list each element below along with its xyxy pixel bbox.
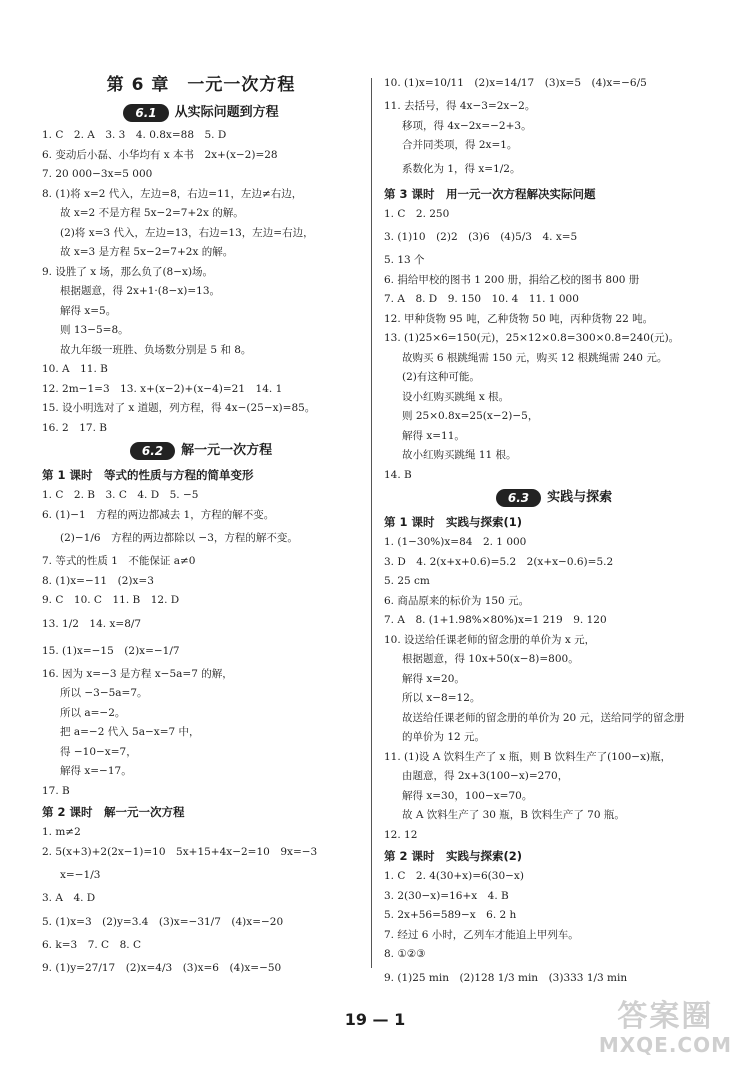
answer-line: 解得 x=11。 [402,429,465,442]
answer-line: 移项，得 4x−2x=−2+3。 [402,119,532,132]
answer-line: (2)−1/6 方程的两边都除以 −3，方程的解不变。 [60,532,298,544]
answer-line: 15. (1)x=−15 (2)x=−1/7 [42,644,180,657]
answer-line: 1. C 2. 250 [384,207,450,220]
answer-line: 6. 商品原来的标价为 150 元。 [384,594,530,607]
answer-line: 13. 1/2 14. x=8/7 [42,617,142,630]
answer-line: x=−1/3 [60,869,101,881]
answer-line: 5. 2x+56=589−x 6. 2 h [384,909,517,921]
answer-line: 5. 25 cm [384,575,430,587]
watermark-logo [599,1001,732,1057]
left-column [42,70,360,982]
answer-line: 7. 20 000−3x=5 000 [42,168,153,180]
section-badge: 6.3 [496,489,541,507]
answer-line: 8. ①②③ [384,948,426,960]
answer-line: 7. 等式的性质 1 不能保证 a≠0 [42,555,196,567]
answer-line: 1. C 2. B 3. C 4. D 5. −5 [42,489,199,501]
answer-line: (2)将 x=3 代入，左边=13，右边=13，左边=右边， [60,226,314,239]
answer-line: 13. (1)25×6=150(元)，25×12×0.8=300×0.8=240(元)。 [384,332,680,344]
answer-line: 10. (1)x=10/11 (2)x=14/17 (3)x=5 (4)x=−6/5 [384,77,647,89]
answer-line: 解得 x=5。 [60,304,117,317]
lesson-heading: 第 1 课时 等式的性质与方程的简单变形 [42,468,254,482]
answer-line: 8. (1)将 x=2 代入，左边=8，右边=11，左边≠右边， [42,187,303,200]
answer-line: 故 A 饮料生产了 30 瓶，B 饮料生产了 70 瓶。 [402,809,625,821]
answer-line: 系数化为 1，得 x=1/2。 [402,162,521,175]
answer-line: 由题意，得 2x+3(100−x)=270， [402,770,569,782]
answer-line: 解得 x=20。 [402,672,465,685]
answer-line: 解得 x=30，100−x=70。 [402,789,533,802]
answer-line: 设小红购买跳绳 x 根。 [402,390,510,403]
answer-line: 解得 x=−17。 [60,765,132,777]
section-title: 从实际问题到方程 [174,105,279,120]
answer-line: 故 x=2 不是方程 5x−2=7+2x 的解。 [60,207,244,219]
lesson-heading: 第 2 课时 解一元一次方程 [42,805,185,819]
answer-line: 5. (1)x=3 (2)y=3.4 (3)x=−31/7 (4)x=−20 [42,915,284,928]
answer-line: 合并同类项，得 2x=1。 [402,139,518,151]
lesson-heading: 第 1 课时 实践与探索(1) [384,515,523,529]
answer-line: 12. 2m−1=3 13. x+(x−2)+(x−4)=21 14. 1 [42,382,283,395]
answer-line: 11. 去括号，得 4x−3=2x−2。 [384,100,536,112]
page-number: 19 — 1 [344,1010,406,1029]
lesson-heading: 第 2 课时 实践与探索(2) [384,849,523,863]
answer-line: 6. (1)−1 方程的两边都减去 1，方程的解不变。 [42,508,275,521]
answer-line: 把 a=−2 代入 5a−x=7 中， [60,726,200,738]
lesson-heading: 第 3 课时 用一元一次方程解决实际问题 [384,186,596,201]
answer-line: 9. (1)25 min (2)128 1/3 min (3)333 1/3 min [384,971,628,984]
answer-line: 2. 5(x+3)+2(2x−1)=10 5x+15+4x−2=10 9x=−3 [42,845,318,858]
answer-line: 根据题意，得 2x+1·(8−x)=13。 [60,285,221,297]
answer-line: 9. C 10. C 11. B 12. D [42,594,180,606]
column-divider [371,78,372,968]
answer-line: 16. 因为 x=−3 是方程 x−5a=7 的解， [42,667,233,680]
answer-line: 8. (1)x=−11 (2)x=3 [42,574,154,587]
answer-line: 12. 甲种货物 95 吨，乙种货物 50 吨，丙种货物 22 吨。 [384,312,654,325]
section-heading-6-3 [384,485,724,511]
answer-line: 则 13−5=8。 [60,324,129,336]
answer-line: 5. 13 个 [384,254,425,266]
answer-line: 所以 −3−5a=7。 [60,687,148,699]
answer-line: 6. 变动后小磊、小华均有 x 本书 2x+(x−2)=28 [42,148,278,161]
answer-line: 12. 12 [384,828,418,841]
right-column [384,70,724,992]
answer-line: 故 x=3 是方程 5x−2=7+2x 的解。 [60,246,234,258]
answer-line: 17. B [42,784,70,797]
answer-line: 1. (1−30%)x=84 2. 1 000 [384,536,527,548]
answer-line: 10. A 11. B [42,363,108,375]
answer-line: 7. 经过 6 小时，乙列车才能追上甲列车。 [384,928,579,941]
answer-line: 15. 设小明选对了 x 道题，列方程，得 4x−(25−x)=85。 [42,402,316,414]
answer-line: 的单价为 12 元。 [402,731,486,743]
answer-line: 3. (1)10 (2)2 (3)6 (4)5/3 4. x=5 [384,231,578,243]
watermark-line1: 答案圈 [617,999,714,1034]
answer-line: 则 25×0.8x=25(x−2)−5， [402,410,539,422]
answer-line: 故购买 6 根跳绳需 150 元，购买 12 根跳绳需 240 元。 [402,351,668,364]
section-badge: 6.2 [130,442,175,460]
answer-line: 1. C 2. A 3. 3 4. 0.8x=88 5. D [42,129,227,141]
answer-line: 9. (1)y=27/17 (2)x=4/3 (3)x=6 (4)x=−50 [42,962,282,974]
answer-line: 故送给任课老师的留念册的单价为 20 元，送给同学的留念册 [402,711,685,724]
answer-line: 根据题意，得 10x+50(x−8)=800。 [402,653,579,665]
section-title: 实践与探索 [547,490,613,505]
section-title: 解一元一次方程 [181,443,273,458]
answer-line: 11. (1)设 A 饮料生产了 x 瓶，则 B 饮料生产了(100−x)瓶， [384,750,672,763]
answer-line: 16. 2 17. B [42,421,107,434]
answer-line: 6. 捐给甲校的图书 1 200 册，捐给乙校的图书 800 册 [384,273,640,286]
answer-line: 1. C 2. 4(30+x)=6(30−x) [384,870,524,882]
answer-line: 7. A 8. (1+1.98%×80%)x=1 219 9. 120 [384,614,607,626]
answer-line: 14. B [384,468,412,481]
answer-line: 3. 2(30−x)=16+x 4. B [384,889,509,902]
answer-line: 6. k=3 7. C 8. C [42,938,141,951]
answer-line: 1. m≠2 [42,826,81,838]
watermark-line2: MXQE.COM [598,1033,732,1057]
answer-line: 故小红购买跳绳 11 根。 [402,449,517,461]
section-heading-6-1 [42,100,360,126]
answer-line: 9. 设胜了 x 场，那么负了(8−x)场。 [42,265,214,278]
chapter-title: 第 6 章 一元一次方程 [106,75,296,95]
answer-line: 故九年级一班胜、负场数分别是 5 和 8。 [60,343,252,356]
answer-line: (2)有这种可能。 [402,371,480,383]
answer-line: 10. 设送给任课老师的留念册的单价为 x 元， [384,633,596,646]
answer-line: 所以 x−8=12。 [402,692,481,704]
section-heading-6-2 [42,438,360,464]
answer-line: 3. D 4. 2(x+x+0.6)=5.2 2(x+x−0.6)=5.2 [384,555,614,568]
answer-line: 得 −10−x=7， [60,745,137,758]
answer-line: 7. A 8. D 9. 150 10. 4 11. 1 000 [384,293,579,305]
answer-line: 3. A 4. D [42,892,96,904]
answer-line: 所以 a=−2。 [60,706,126,719]
section-badge: 6.1 [123,104,168,122]
